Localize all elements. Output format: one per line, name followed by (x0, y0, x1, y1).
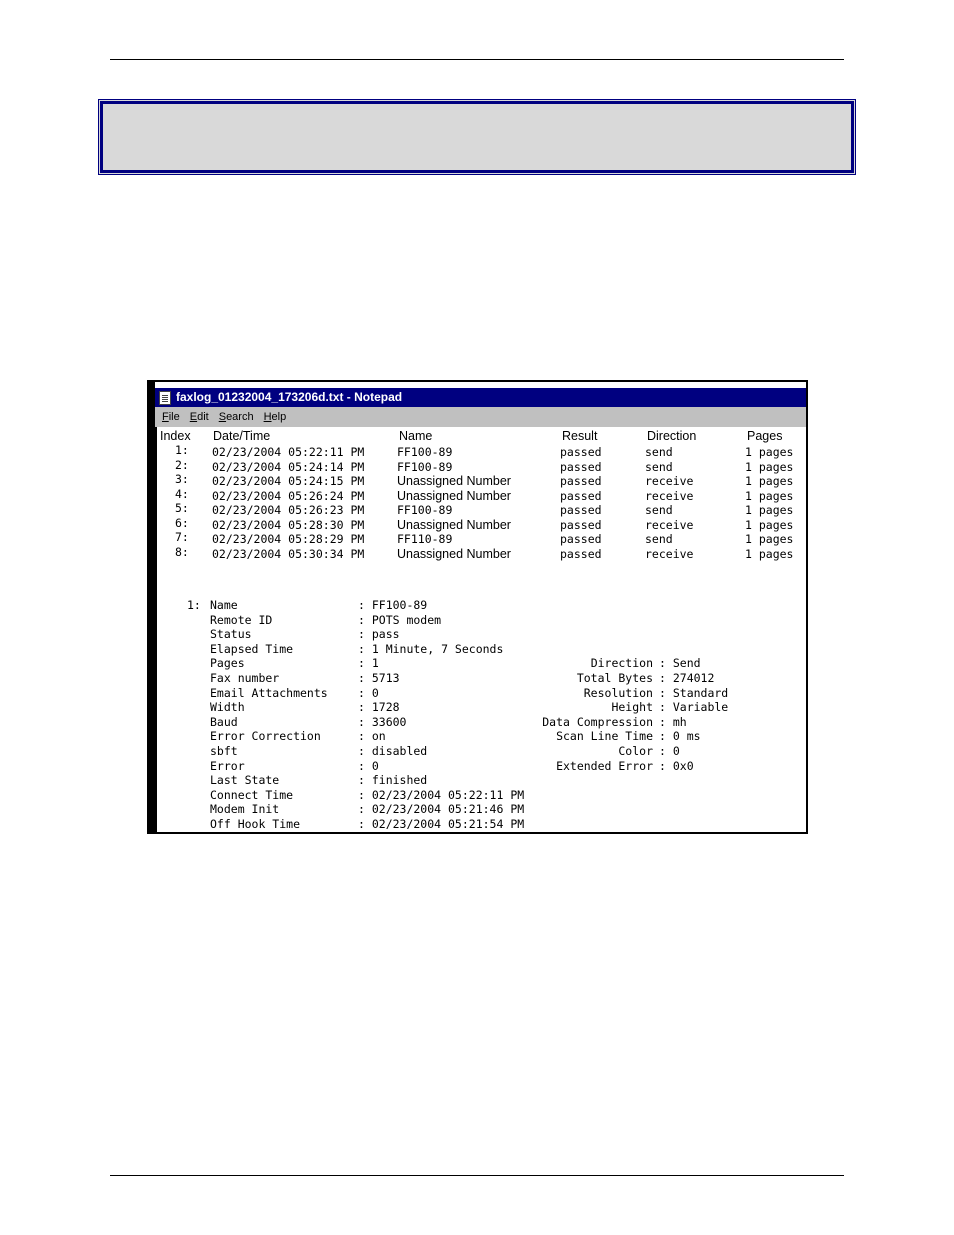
menu-edit[interactable] (185, 407, 214, 427)
detail-label: Last State (210, 773, 280, 788)
detail-value: : 5713 (358, 671, 400, 685)
row-name: FF110-89 (397, 532, 453, 546)
detail-value: : 02/23/2004 05:21:54 PM (358, 817, 525, 831)
section-banner (98, 99, 856, 175)
row-name: FF100-89 (397, 503, 453, 517)
detail-right-label: Data Compression (542, 714, 653, 729)
detail-label: Connect Time (210, 787, 294, 802)
detail-label: Error (210, 758, 245, 773)
detail-label: sbft (210, 744, 238, 758)
row-name: FF100-89 (397, 445, 453, 459)
row-datetime: 02/23/2004 05:26:24 PM (212, 488, 365, 503)
detail-label: Off Hook Time (210, 817, 301, 831)
detail-right-label: Height (611, 700, 653, 715)
detail-label: Modem Init (210, 802, 280, 817)
row-direction: send (645, 445, 673, 459)
row-pages: 1 pages (745, 488, 794, 503)
menu-edit-rest: dit (197, 411, 209, 423)
detail-right-label: Scan Line Time (556, 729, 653, 744)
row-result: passed (560, 474, 602, 488)
detail-value: : 02/23/2004 05:21:46 PM (358, 802, 525, 817)
detail-right-value: : mh (659, 714, 687, 729)
col-header-index: Index (160, 429, 191, 443)
row-result: passed (560, 488, 602, 503)
detail-label: Email Attachments (210, 685, 328, 700)
row-result: passed (560, 503, 602, 517)
detail-value: : finished (358, 773, 428, 788)
detail-right-value: : 0 (659, 744, 680, 758)
row-result: passed (560, 445, 602, 459)
detail-right-label: Direction (590, 656, 653, 671)
row-pages: 1 pages (745, 445, 794, 459)
row-result: passed (560, 517, 602, 532)
row-index: 2: (175, 457, 189, 472)
row-name: Unassigned Number (397, 546, 511, 561)
text-area[interactable] (157, 427, 805, 832)
menu-help-mnemonic: H (263, 411, 272, 423)
row-datetime: 02/23/2004 05:28:30 PM (212, 517, 365, 532)
detail-value: : POTS modem (358, 612, 442, 627)
col-header-result: Result (562, 429, 598, 443)
detail-label: Remote ID (210, 612, 273, 627)
menu-search[interactable] (214, 407, 259, 427)
detail-right-value: : Standard (659, 685, 729, 700)
row-datetime: 02/23/2004 05:24:14 PM (212, 459, 365, 474)
detail-value: : on (358, 729, 386, 744)
detail-value: : 1 Minute, 7 Seconds (358, 641, 504, 656)
detail-label: Baud (210, 714, 238, 729)
row-name: Unassigned Number (397, 474, 511, 488)
detail-right-value: : 0x0 (659, 758, 694, 773)
row-index: 1: (175, 443, 189, 457)
detail-value: : 1728 (358, 700, 400, 715)
row-index: 8: (175, 544, 189, 559)
row-datetime: 02/23/2004 05:22:11 PM (212, 445, 365, 459)
row-datetime: 02/23/2004 05:26:23 PM (212, 503, 365, 517)
menu-search-mnemonic: S (218, 411, 227, 423)
row-index: 7: (175, 530, 189, 544)
row-pages: 1 pages (745, 517, 794, 532)
detail-right-label: Extended Error (556, 758, 653, 773)
detail-label: Name (210, 598, 238, 612)
menu-help[interactable] (259, 407, 292, 427)
row-result: passed (560, 546, 602, 561)
row-pages: 1 pages (745, 459, 794, 474)
detail-right-value: : 274012 (659, 671, 715, 685)
detail-value: : 02/23/2004 05:22:11 PM (358, 787, 525, 802)
row-direction: send (645, 503, 673, 517)
menu-file-rest: ile (168, 411, 180, 423)
row-direction: receive (645, 488, 694, 503)
row-direction: receive (645, 474, 694, 488)
menu-file-mnemonic: F (162, 411, 169, 423)
row-direction: send (645, 532, 673, 546)
detail-right-value: : 0 ms (659, 729, 701, 744)
title-bar[interactable] (155, 388, 806, 407)
row-pages: 1 pages (745, 503, 794, 517)
menu-bar (155, 407, 806, 427)
detail-value: : 1 (358, 656, 379, 671)
menu-file[interactable] (155, 407, 185, 427)
row-name: FF100-89 (397, 459, 453, 474)
row-direction: send (645, 459, 673, 474)
detail-label: Status (210, 627, 252, 642)
detail-right-value: : Send (659, 656, 701, 671)
col-header-pages: Pages (747, 429, 783, 443)
menu-edit-mnemonic: E (189, 411, 198, 423)
detail-label: Fax number (210, 671, 280, 685)
detail-right-label: Total Bytes (576, 671, 653, 685)
row-pages: 1 pages (745, 532, 794, 546)
row-index: 6: (175, 515, 189, 530)
row-result: passed (560, 532, 602, 546)
row-index: 4: (175, 486, 189, 501)
page-header-rule (110, 59, 844, 60)
detail-value: : 0 (358, 758, 379, 773)
detail-value: : disabled (358, 744, 428, 758)
menu-search-rest: earch (226, 411, 254, 423)
col-header-datetime: Date/Time (213, 429, 271, 443)
detail-label: Pages (210, 656, 245, 671)
notepad-icon (159, 391, 171, 405)
window-title: faxlog_01232004_173206d.txt - Notepad (176, 390, 403, 404)
detail-label: Width (210, 700, 245, 715)
detail-right-label: Resolution (583, 685, 653, 700)
detail-value: : FF100-89 (358, 598, 428, 612)
detail-value: : pass (358, 627, 400, 642)
row-datetime: 02/23/2004 05:24:15 PM (212, 474, 365, 488)
col-header-name: Name (399, 429, 433, 443)
detail-right-label: Color (618, 744, 653, 758)
row-name: Unassigned Number (397, 517, 511, 532)
row-datetime: 02/23/2004 05:28:29 PM (212, 532, 365, 546)
detail-value: : 0 (358, 685, 379, 700)
row-datetime: 02/23/2004 05:30:34 PM (212, 546, 365, 561)
row-pages: 1 pages (745, 474, 794, 488)
notepad-window (147, 380, 808, 834)
col-header-direction: Direction (647, 429, 697, 443)
detail-label: Error Correction (210, 729, 321, 744)
row-index: 3: (175, 472, 189, 486)
row-direction: receive (645, 517, 694, 532)
row-result: passed (560, 459, 602, 474)
row-index: 5: (175, 501, 189, 515)
row-pages: 1 pages (745, 546, 794, 561)
detail-label: Elapsed Time (210, 641, 294, 656)
detail-value: : 33600 (358, 714, 407, 729)
menu-help-rest: elp (271, 411, 287, 423)
detail-index: 1: (187, 598, 201, 612)
row-name: Unassigned Number (397, 488, 511, 503)
page-footer-rule (110, 1175, 844, 1176)
detail-right-value: : Variable (659, 700, 729, 715)
row-direction: receive (645, 546, 694, 561)
